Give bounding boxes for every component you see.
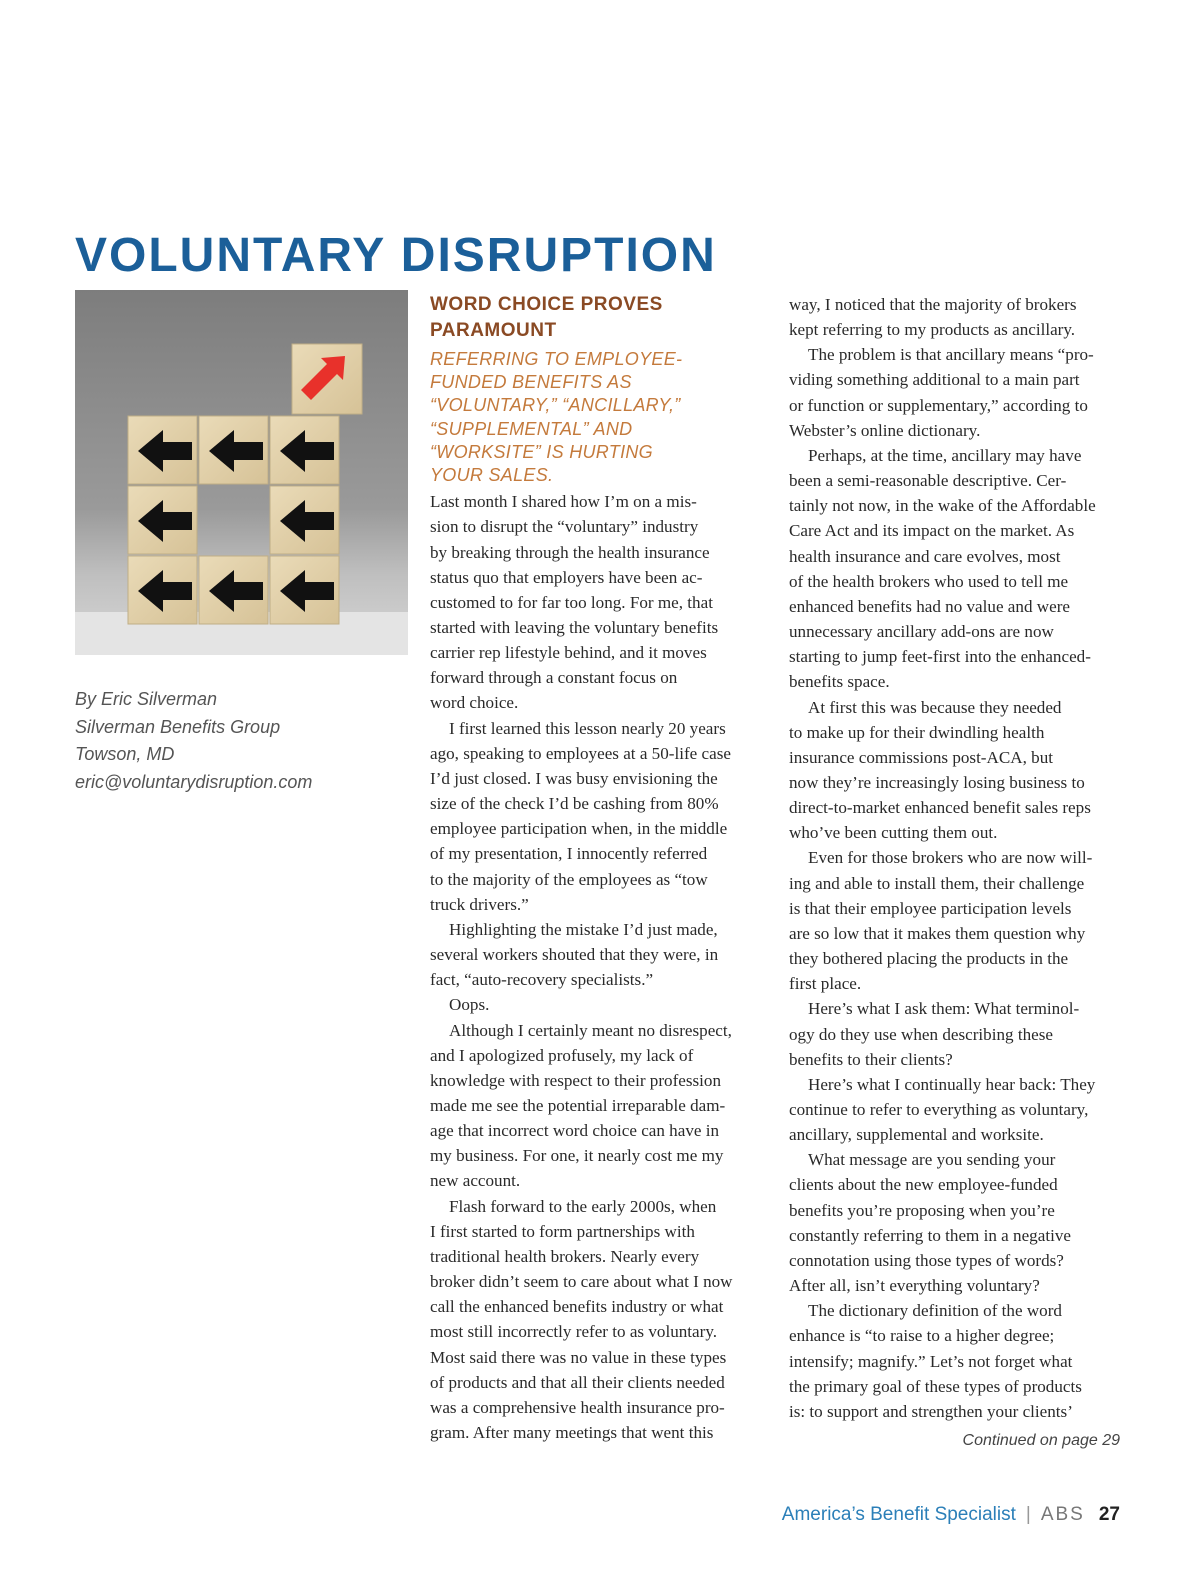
wooden-blocks-arrows-image	[75, 290, 408, 655]
body-line: clients about the new employee-funded	[789, 1175, 1058, 1195]
body-line: intensify; magnify.” Let’s not forget what	[789, 1351, 1073, 1371]
body-line: to make up for their dwindling health	[789, 722, 1045, 742]
body-line: kept referring to my products as ancillary.	[789, 320, 1076, 340]
page-footer	[782, 1504, 1120, 1526]
body-line: customed to for far too long. For me, that	[430, 592, 713, 612]
body-line: Here’s what I continually hear back: They	[808, 1074, 1096, 1094]
body-line: traditional health brokers. Nearly every	[430, 1246, 700, 1266]
body-text	[430, 489, 765, 1445]
body-line: Care Act and its impact on the market. As	[789, 521, 1075, 541]
body-line: unnecessary ancillary add-ons are now	[789, 622, 1054, 642]
byline	[75, 686, 405, 796]
body-line: The problem is that ancillary means “pro-	[808, 345, 1094, 365]
body-line: made me see the potential irreparable dam-	[430, 1095, 726, 1115]
body-line: truck drivers.”	[430, 894, 529, 914]
article-column-3	[789, 292, 1129, 1424]
article-column-2	[430, 292, 765, 1445]
body-line: Highlighting the mistake I’d just made,	[449, 919, 718, 939]
body-line: starting to jump feet-first into the enhanced-	[789, 647, 1091, 667]
body-line: of products and that all their clients needed	[430, 1372, 725, 1392]
body-line: continue to refer to everything as voluntary,	[789, 1100, 1089, 1119]
body-line: of my presentation, I innocently referred	[430, 844, 708, 864]
body-line: Last month I shared how I’m on a mis-	[430, 492, 697, 512]
article-title: VOLUNTARY DISRUPTION	[75, 229, 717, 282]
continued-note: Continued on page 29	[962, 1432, 1120, 1449]
body-line: enhance is “to raise to a higher degree;	[789, 1326, 1055, 1346]
page-number: 27	[1098, 1504, 1120, 1525]
body-line: several workers shouted that they were, in	[430, 945, 719, 965]
body-line: forward through a constant focus on	[430, 668, 678, 688]
body-line: are so low that it makes them question why	[789, 923, 1086, 943]
body-line: Here’s what I ask them: What terminol-	[808, 999, 1080, 1019]
body-line: insurance commissions post-ACA, but	[789, 747, 1053, 767]
body-line: viding something additional to a main part	[789, 370, 1080, 390]
body-line: Most said there was no value in these types	[430, 1347, 727, 1367]
body-line: most still incorrectly refer to as voluntary.	[430, 1322, 718, 1342]
body-line: my business. For one, it nearly cost me my	[430, 1146, 724, 1166]
body-line: Oops.	[449, 995, 490, 1015]
body-line: and I apologized profusely, my lack of	[430, 1045, 694, 1065]
body-line: or function or supplementary,” according to	[789, 395, 1088, 415]
body-line: I first started to form partnerships with	[430, 1221, 695, 1241]
body-line: new account.	[430, 1171, 521, 1191]
body-line: carrier rep lifestyle behind, and it moves	[430, 643, 707, 663]
body-line: Perhaps, at the time, ancillary may have	[808, 445, 1082, 465]
body-line: they bothered placing the products in the	[789, 949, 1069, 969]
body-line: word choice.	[430, 693, 519, 713]
author-email: eric@voluntarydisruption.com	[75, 771, 313, 792]
body-line: broker didn’t seem to care about what I now	[430, 1272, 733, 1292]
body-line: After all, isn’t everything voluntary?	[789, 1276, 1040, 1296]
body-line: gram. After many meetings that went this	[430, 1423, 714, 1442]
body-line: benefits space.	[789, 672, 890, 692]
body-line: is that their employee participation levels	[789, 898, 1072, 918]
body-line: At first this was because they needed	[808, 697, 1062, 717]
body-line: now they’re increasingly losing business to	[789, 772, 1085, 792]
body-line: ancillary, supplemental and worksite.	[789, 1125, 1044, 1145]
body-line: by breaking through the health insurance	[430, 542, 710, 562]
body-line: I first learned this lesson nearly 20 years	[449, 718, 726, 738]
publication-abbrev: ABS	[1040, 1504, 1085, 1525]
body-line: direct-to-market enhanced benefit sales reps	[789, 798, 1091, 818]
body-line: Webster’s online dictionary.	[789, 420, 981, 440]
body-line: started with leaving the voluntary benefits	[430, 618, 719, 637]
body-line: to the majority of the employees as “tow	[430, 869, 708, 889]
body-line: call the enhanced benefits industry or what	[430, 1297, 724, 1317]
publication-name: America’s Benefit Specialist	[781, 1504, 1016, 1525]
body-line: size of the check I’d be cashing from 80%	[430, 794, 719, 814]
body-line: I’d just closed. I was busy envisioning the	[430, 768, 718, 788]
body-line: employee participation when, in the middle	[430, 819, 728, 839]
body-text	[789, 292, 1129, 1424]
body-line: ing and able to install them, their challenge	[789, 873, 1085, 893]
author-name: By Eric Silverman	[75, 689, 218, 709]
red-arrow-block	[292, 344, 362, 414]
body-line: who’ve been cutting them out.	[789, 823, 998, 843]
deck: REFERRING TO EMPLOYEE- FUNDED BENEFITS AS “VOLUNTARY,” “ANCILLARY,” “SUPPLEMENTAL” AND “WORKSITE” IS HURTING YOUR SALES.	[430, 349, 683, 486]
body-line: way, I noticed that the majority of brokers	[789, 295, 1077, 314]
body-line: is: to support and strengthen your clients’	[789, 1401, 1073, 1421]
body-line: the primary goal of these types of products	[789, 1376, 1082, 1396]
body-line: benefits to their clients?	[789, 1049, 953, 1069]
body-line: of the health brokers who used to tell me	[789, 571, 1069, 591]
subhead: WORD CHOICE PROVES PARAMOUNT	[430, 294, 663, 341]
body-line: ogy do they use when describing these	[789, 1024, 1053, 1044]
body-line: constantly referring to them in a negative	[789, 1225, 1071, 1245]
body-line: benefits you’re proposing when you’re	[789, 1200, 1055, 1220]
footer-separator: |	[1025, 1504, 1031, 1525]
body-line: was a comprehensive health insurance pro-	[430, 1397, 725, 1417]
body-line: The dictionary definition of the word	[808, 1301, 1062, 1321]
author-location: Towson, MD	[75, 744, 175, 764]
body-line: age that incorrect word choice can have in	[430, 1121, 720, 1141]
body-line: tainly not now, in the wake of the Affordable	[789, 496, 1096, 516]
body-line: What message are you sending your	[808, 1150, 1056, 1170]
body-line: Although I certainly meant no disrespect,	[449, 1020, 732, 1040]
body-line: health insurance and care evolves, most	[789, 546, 1061, 566]
body-line: ago, speaking to employees at a 50-life case	[430, 743, 731, 763]
body-line: connotation using those types of words?	[789, 1250, 1064, 1270]
body-line: been a semi-reasonable descriptive. Cer-	[789, 471, 1067, 491]
body-line: knowledge with respect to their profession	[430, 1070, 721, 1090]
body-line: sion to disrupt the “voluntary” industry	[430, 517, 699, 537]
body-line: enhanced benefits had no value and were	[789, 596, 1070, 616]
body-line: Flash forward to the early 2000s, when	[449, 1196, 717, 1216]
body-line: status quo that employers have been ac-	[430, 567, 703, 587]
body-line: fact, “auto-recovery specialists.”	[430, 970, 654, 990]
body-line: Even for those brokers who are now will-	[808, 848, 1093, 868]
body-line: first place.	[789, 974, 862, 994]
author-company: Silverman Benefits Group	[75, 716, 281, 737]
